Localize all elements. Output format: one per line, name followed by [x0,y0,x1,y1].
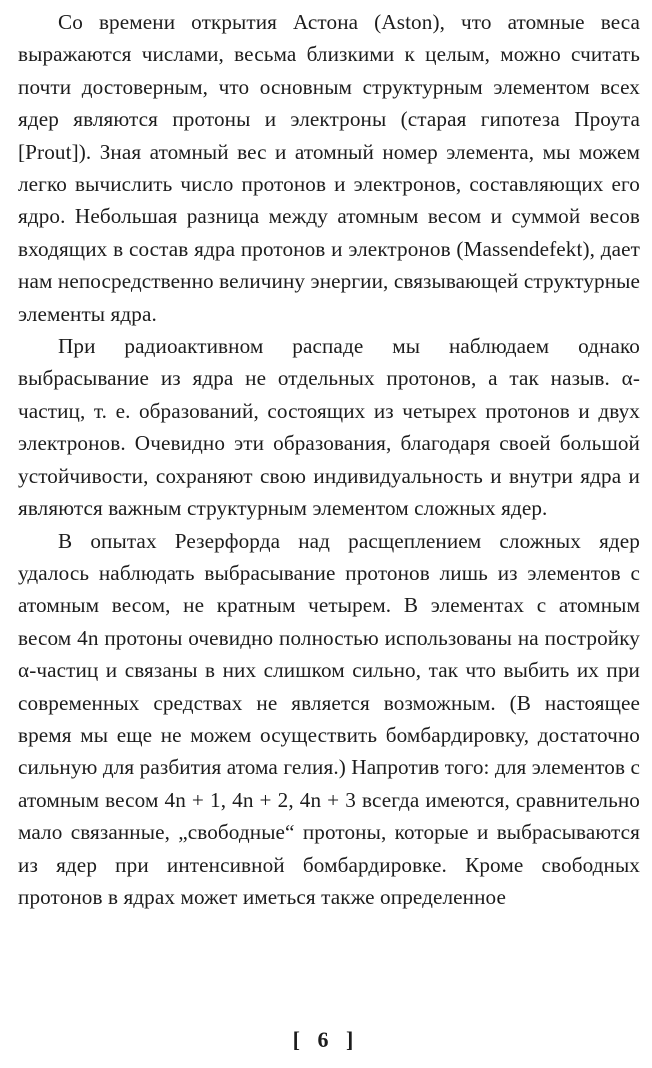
page-body [18,6,640,913]
paragraph-3: В опытах Резерфорда над расщеплением сложных ядер удалось наблюдать выбрасывание протонов лишь из элементов с атомным весом, не кратным четырем. В элементах с атомным весом 4n протоны очевидно полностью использованы на постройку α-частиц и связаны в них слишком сильно, так что выбить их при современных средствах не является возможным. (В настоящее время мы еще не можем осуществить бомбардировку, достаточно сильную для разбития атома гелия.) Напротив того: для элементов с атомным весом 4n + 1, 4n + 2, 4n + 3 всегда имеются, сравнительно мало связанные, „свободные“ протоны, которые и выбрасываются из ядер при интенсивной бомбардировке. Кроме свободных протонов в ядрах может иметься также определенное [18,528,640,909]
paragraph-1: Со времени открытия Астона (Aston), что атомные веса выражаются числами, весьма близкими к целым, можно считать почти достоверным, что основным структурным элементом всех ядер являются протоны и электроны (старая гипотеза Проута [Prout]). Зная атомный вес и атомный номер элемента, мы можем легко вычислить число протонов и электронов, составляющих его ядро. Небольшая разница между атомным весом и суммой весов входящих в состав ядра протонов и электронов (Massendefekt), дает нам непосредственно величину энергии, связывающей структурные элементы ядра. [18,10,640,326]
paragraph-2: При радиоактивном распаде мы наблюдаем однако выбрасывание из ядра не отдельных протонов, а так назыв. α-частиц, т. е. образований, состоящих из четырех протонов и двух электронов. Очевидно эти образования, благодаря своей большой устойчивости, сохраняют свою индивидуальность и внутри ядра и являются важным структурным элементом сложных ядер. [18,334,640,521]
page-number: [ 6 ] [292,1027,360,1052]
